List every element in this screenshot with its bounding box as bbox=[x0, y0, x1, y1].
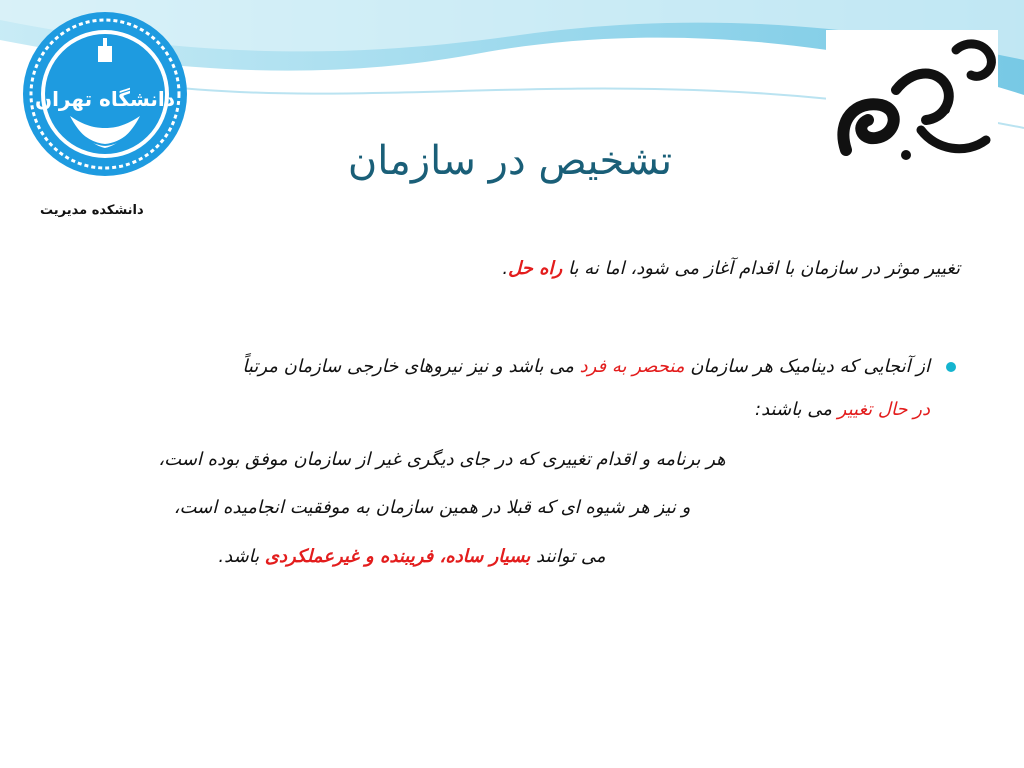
bullet-line-2-red: در حال تغییر bbox=[837, 399, 930, 420]
bullet-line-2-part2: می باشند: bbox=[755, 399, 838, 420]
slide-title: تشخیص در سازمان bbox=[347, 138, 673, 184]
faculty-label: دانشکده مدیریت bbox=[40, 203, 144, 218]
bullet-dot bbox=[946, 362, 956, 372]
center-line-3-part2: باشد. bbox=[218, 546, 265, 567]
text-line-1-red: راه حل bbox=[508, 258, 563, 279]
center-line-3 bbox=[0, 546, 924, 567]
text-line-1-part1: تغییر موثر در سازمان با اقدام آغاز می شود، اما نه با bbox=[562, 258, 960, 279]
text-line-1-part2: . bbox=[502, 258, 509, 279]
bullet-line-2 bbox=[755, 399, 930, 420]
bullet-line-1 bbox=[242, 356, 930, 377]
bullet-line-1-red: منحصر به فرد bbox=[579, 356, 685, 377]
text-line-1 bbox=[502, 258, 960, 279]
mehr-pooya-logo bbox=[826, 30, 998, 188]
bullet-line-1-part2: می باشد و نیز نیروهای خارجی سازمان مرتباً bbox=[242, 356, 580, 377]
center-line-3-part1: می توانند bbox=[530, 546, 606, 567]
logo-left-text: دانشگاه تهران bbox=[35, 87, 175, 111]
bullet-line-1-part1: از آنجایی که دینامیک هر سازمان bbox=[684, 356, 930, 377]
center-line-1: هر برنامه و اقدام تغییری که در جای دیگری غیر از سازمان موفق بوده است، bbox=[158, 449, 726, 470]
university-logo bbox=[20, 6, 190, 181]
center-line-2: و نیز هر شیوه ای که قبلا در همین سازمان به موفقیت انجامیده است، bbox=[173, 497, 691, 518]
center-line-3-red: بسیار ساده، فریبنده و غیرعملکردی bbox=[264, 546, 531, 567]
